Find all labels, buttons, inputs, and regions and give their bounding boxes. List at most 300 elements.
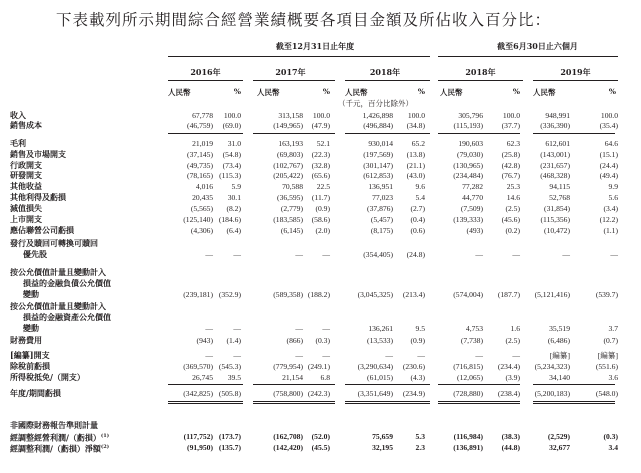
table-cell: (2.7) <box>410 204 425 213</box>
table-cell: (242.3) <box>307 389 330 398</box>
table-cell: (184.6) <box>218 215 241 224</box>
table-cell: (716,815) <box>453 362 483 371</box>
table-cell: (0.4) <box>410 215 425 224</box>
row-label <box>10 150 66 159</box>
subtotal-rule-3 <box>438 133 520 134</box>
row-label-cont-text: 優先股 <box>23 249 47 259</box>
row-label-text: 行政開支 <box>10 160 42 170</box>
table-cell: (8.2) <box>226 204 241 213</box>
table-cell: (4.3) <box>410 373 425 382</box>
unit-note: （千元，百分比除外） <box>338 99 413 108</box>
table-cell: (162,708) <box>273 432 303 441</box>
row-label <box>10 161 42 170</box>
table-cell: (5,234,323) <box>534 362 570 371</box>
table-cell: (47.9) <box>311 121 330 130</box>
table-cell: (32.8) <box>311 161 330 170</box>
table-cell: (69.0) <box>222 121 241 130</box>
table-cell: — <box>295 250 303 259</box>
table-cell: — <box>322 324 330 333</box>
table-cell: (12.2) <box>599 215 618 224</box>
table-cell: (130,965) <box>453 161 483 170</box>
table-cell: (0.2) <box>505 226 520 235</box>
table-cell: (0.9) <box>315 204 330 213</box>
table-cell: (2,529) <box>547 432 570 441</box>
table-cell: (249.1) <box>307 362 330 371</box>
row-label <box>10 362 50 371</box>
adjusted-operating-label <box>10 432 109 443</box>
subtotal-rule-3 <box>438 384 520 385</box>
table-cell: (142,420) <box>273 443 303 452</box>
unit-pct-h1-2019: % <box>608 87 616 96</box>
table-cell: (10,472) <box>544 226 570 235</box>
table-cell: (37,876) <box>367 204 393 213</box>
table-cell: 62.3 <box>506 139 520 148</box>
table-cell: (2.5) <box>505 336 520 345</box>
table-cell: (0.9) <box>410 336 425 345</box>
row-label <box>10 351 50 360</box>
row-label-text: 按公允價值計量且變動計入 <box>10 301 106 311</box>
table-cell: 3.4 <box>608 443 618 452</box>
table-cell: (49,735) <box>187 161 213 170</box>
table-cell: (139,333) <box>453 215 483 224</box>
table-cell: 3.6 <box>608 373 618 382</box>
row-label-text: 應佔聯營公司虧損 <box>10 225 74 235</box>
table-cell: (4,306) <box>190 226 213 235</box>
table-cell: (15.1) <box>599 150 618 159</box>
table-cell: (44.8) <box>501 443 520 452</box>
table-cell: 5.3 <box>415 432 425 441</box>
table-cell: (1.4) <box>226 336 241 345</box>
table-cell: (115.3) <box>219 171 241 180</box>
table-cell: (5,565) <box>190 204 213 213</box>
table-cell: (230.6) <box>402 362 425 371</box>
table-cell: (612,853) <box>363 171 393 180</box>
table-cell: (13.8) <box>406 150 425 159</box>
table-cell: (589,358) <box>273 290 303 299</box>
table-cell: 9.6 <box>415 182 425 191</box>
table-cell: (125,140) <box>183 215 213 224</box>
table-cell: (43.0) <box>406 171 425 180</box>
table-cell: (73.4) <box>222 161 241 170</box>
year-2018-header: 2018年 <box>369 67 401 77</box>
row-label-cont <box>10 250 47 259</box>
table-cell: — <box>610 250 618 259</box>
table-cell: (2.5) <box>505 204 520 213</box>
non-ifrs-heading-text: 非國際財務報告準則計量 <box>10 420 98 430</box>
adjusted-operating-label-footnote: (1) <box>100 433 110 439</box>
table-cell: 26,745 <box>192 373 213 382</box>
row-label-text: 上市開支 <box>10 214 42 224</box>
table-cell: — <box>233 324 241 333</box>
table-cell: (37,145) <box>187 150 213 159</box>
table-cell: — <box>233 250 241 259</box>
table-cell: 39.5 <box>227 373 241 382</box>
adjusted-operating-label-text: 經調整經營利潤/（虧損） <box>10 432 101 443</box>
row-label-text: 減值損失 <box>10 203 42 213</box>
table-cell: (31,854) <box>544 204 570 213</box>
table-cell: (234.9) <box>402 389 425 398</box>
unit-rmb-2016: 人民幣 <box>168 88 191 97</box>
table-cell: (13,533) <box>367 336 393 345</box>
subtotal-rule-1 <box>253 133 335 134</box>
table-cell: (551.6) <box>595 362 618 371</box>
h1-2019-header: 2019年 <box>560 67 591 77</box>
table-cell: 67,778 <box>192 111 213 120</box>
table-cell: (78,165) <box>187 171 213 180</box>
table-cell: (1.1) <box>603 226 618 235</box>
table-cell: (5,121,416) <box>534 290 570 299</box>
table-cell: (234.4) <box>497 362 520 371</box>
table-cell: 100.0 <box>223 111 241 120</box>
table-cell: — <box>562 250 570 259</box>
table-cell: (6.4) <box>226 226 241 235</box>
row-label <box>10 389 61 398</box>
unit-rmb-h1-2019: 人民幣 <box>533 88 556 97</box>
table-cell: 2.3 <box>415 443 425 452</box>
row-label <box>10 121 42 130</box>
table-cell: (0.3) <box>315 336 330 345</box>
table-cell: 32,677 <box>549 443 570 452</box>
table-cell: 1,426,898 <box>362 111 393 120</box>
table-cell: 136,261 <box>368 324 393 333</box>
table-cell: (173.7) <box>218 432 241 441</box>
row-label-cont <box>10 313 111 322</box>
subtotal-rule-4 <box>533 401 615 402</box>
table-cell: (143,001) <box>540 150 570 159</box>
subtotal-rule-0 <box>168 384 243 385</box>
table-cell: 163,193 <box>278 139 303 148</box>
row-label <box>10 336 42 345</box>
double-rule-4 <box>533 403 615 404</box>
table-cell: 930,014 <box>368 139 393 148</box>
table-cell: 3.7 <box>608 324 618 333</box>
adjusted-net-label <box>10 443 109 454</box>
table-cell: — <box>295 351 303 360</box>
table-cell: (234,484) <box>453 171 483 180</box>
table-cell: (58.6) <box>311 215 330 224</box>
row-label <box>10 226 74 235</box>
table-cell: (369,570) <box>183 362 213 371</box>
table-cell: — <box>205 250 213 259</box>
table-cell: — <box>205 351 213 360</box>
table-cell: 100.0 <box>312 111 330 120</box>
table-cell: 14.6 <box>506 193 520 202</box>
table-cell: (6,145) <box>280 226 303 235</box>
table-cell: 32,195 <box>372 443 393 452</box>
table-cell: (213.4) <box>402 290 425 299</box>
year-2017-rule <box>253 80 335 81</box>
row-label-cont-text: 損益的金融負債公允價值 <box>23 278 111 288</box>
row-label-text: 年度/期間虧損 <box>10 388 61 398</box>
table-cell: (574,004) <box>453 290 483 299</box>
table-cell: (3.9) <box>505 373 520 382</box>
intro-sentence: 下表載列所示期間綜合經營業績概要各項目金額及所佔收入百分比： <box>56 11 552 29</box>
table-cell: 313,158 <box>278 111 303 120</box>
table-cell: 5.6 <box>608 193 618 202</box>
table-cell: 1.6 <box>510 324 520 333</box>
table-cell: (493) <box>466 226 483 235</box>
table-cell: (545.3) <box>218 362 241 371</box>
fy-group-rule <box>168 56 430 57</box>
row-label <box>10 193 66 202</box>
table-cell: [編纂] <box>549 351 570 360</box>
table-cell: 20,435 <box>192 193 213 202</box>
subtotal-rule-2 <box>345 384 430 385</box>
table-cell: 52,768 <box>549 193 570 202</box>
row-label-cont <box>10 279 111 288</box>
row-label <box>10 204 42 213</box>
table-cell: (45.6) <box>501 215 520 224</box>
table-cell: (197,569) <box>363 150 393 159</box>
table-cell: (35.4) <box>599 121 618 130</box>
double-rule-3 <box>438 403 520 404</box>
table-cell: (24.4) <box>599 161 618 170</box>
table-cell: 100.0 <box>407 111 425 120</box>
table-cell: (21.1) <box>406 161 425 170</box>
table-cell: (5,200,183) <box>534 389 570 398</box>
table-cell: 44,770 <box>462 193 483 202</box>
table-cell: (49.4) <box>599 171 618 180</box>
row-label-text: 銷售成本 <box>10 120 42 130</box>
table-cell: (65.6) <box>311 171 330 180</box>
row-label <box>10 268 106 277</box>
table-cell: 9.5 <box>415 324 425 333</box>
table-cell: (5,457) <box>370 215 393 224</box>
subtotal-rule-0 <box>168 401 243 402</box>
table-cell: (205,422) <box>273 171 303 180</box>
unit-pct-2017: % <box>322 87 330 96</box>
table-cell: (91,950) <box>187 443 213 452</box>
row-label-text: 發行及贖回可轉換可贖回 <box>10 238 98 248</box>
table-cell: (36,595) <box>277 193 303 202</box>
table-cell: 77,023 <box>372 193 393 202</box>
table-cell: (116,984) <box>453 432 483 441</box>
table-cell: (69,803) <box>277 150 303 159</box>
subtotal-rule-3 <box>438 401 520 402</box>
table-cell: (3,045,325) <box>357 290 393 299</box>
table-cell: (301,147) <box>363 161 393 170</box>
year-2018-rule <box>345 80 430 81</box>
unit-pct-2018: % <box>417 87 425 96</box>
subtotal-rule-4 <box>533 133 615 134</box>
table-cell: — <box>512 250 520 259</box>
table-cell: 30.1 <box>227 193 241 202</box>
table-cell: (0.3) <box>603 432 618 441</box>
year-2016-header: 2016年 <box>190 67 221 77</box>
table-cell: (11.7) <box>311 193 330 202</box>
table-cell: (8,175) <box>370 226 393 235</box>
table-cell: — <box>475 351 483 360</box>
table-cell: (239,181) <box>183 290 213 299</box>
table-cell: (102,767) <box>273 161 303 170</box>
table-cell: — <box>322 351 330 360</box>
row-label-text: 按公允價值計量且變動計入 <box>10 267 106 277</box>
table-cell: (539.7) <box>595 290 618 299</box>
table-cell: (79,030) <box>457 150 483 159</box>
h1-2018-rule <box>438 80 523 81</box>
table-cell: 75,659 <box>372 432 393 441</box>
row-label-text: 其他利得及虧損 <box>10 192 66 202</box>
table-cell: (3,351,649) <box>357 389 393 398</box>
table-cell: (779,954) <box>273 362 303 371</box>
table-cell: [編纂] <box>597 351 618 360</box>
table-cell: 100.0 <box>600 111 618 120</box>
table-cell: (34.8) <box>406 121 425 130</box>
table-cell: 305,796 <box>458 111 483 120</box>
table-cell: (24.8) <box>406 250 425 259</box>
table-cell: (496,884) <box>363 121 393 130</box>
table-cell: (54.8) <box>222 150 241 159</box>
unit-pct-2016: % <box>233 87 241 96</box>
table-cell: 5.4 <box>415 193 425 202</box>
table-cell: (548.0) <box>595 389 618 398</box>
table-cell: 64.6 <box>604 139 618 148</box>
table-cell: — <box>512 351 520 360</box>
table-cell: (61,015) <box>367 373 393 382</box>
table-cell: 52.1 <box>316 139 330 148</box>
table-cell: (238.4) <box>497 389 520 398</box>
table-cell: 5.9 <box>231 182 241 191</box>
table-cell: (866) <box>286 336 303 345</box>
table-cell: 25.3 <box>506 182 520 191</box>
table-cell: 94,115 <box>549 182 570 191</box>
subtotal-rule-0 <box>168 133 243 134</box>
subtotal-rule-1 <box>253 401 335 402</box>
row-label-text: 研發開支 <box>10 170 42 180</box>
row-label-text: 銷售及市場開支 <box>10 149 66 159</box>
row-label <box>10 373 85 382</box>
table-cell: 6.8 <box>320 373 330 382</box>
table-cell: (115,356) <box>540 215 570 224</box>
table-cell: (354,405) <box>363 250 393 259</box>
table-cell: (46,759) <box>187 121 213 130</box>
double-rule-2 <box>345 403 430 404</box>
row-label-text: 其他收益 <box>10 181 42 191</box>
year-2017-header: 2017年 <box>275 67 306 77</box>
table-cell: (728,880) <box>453 389 483 398</box>
table-cell: (187.7) <box>497 290 520 299</box>
table-cell: 100.0 <box>502 111 520 120</box>
table-cell: (336,390) <box>540 121 570 130</box>
h1-2019-rule <box>533 80 618 81</box>
row-label-cont <box>10 324 39 333</box>
table-cell: (42.8) <box>501 161 520 170</box>
table-cell: (22.3) <box>311 150 330 159</box>
six-month-group-rule <box>438 56 618 57</box>
unit-rmb-h1-2018: 人民幣 <box>440 88 463 97</box>
adjusted-net-label-footnote: (2) <box>100 444 110 450</box>
row-label-text: 除稅前虧損 <box>10 361 50 371</box>
table-cell: 612,601 <box>545 139 570 148</box>
subtotal-rule-4 <box>533 384 615 385</box>
table-cell: (3,290,634) <box>357 362 393 371</box>
unit-rmb-2017: 人民幣 <box>257 88 280 97</box>
table-cell: 4,753 <box>465 324 483 333</box>
table-cell: (115,193) <box>453 121 483 130</box>
table-cell: (7,509) <box>460 204 483 213</box>
row-label-text: 財務費用 <box>10 335 42 345</box>
table-cell: (943) <box>196 336 213 345</box>
table-cell: — <box>205 324 213 333</box>
table-cell: 21,019 <box>192 139 213 148</box>
table-cell: 35,519 <box>549 324 570 333</box>
double-rule-0 <box>168 403 243 404</box>
subtotal-rule-2 <box>345 401 430 402</box>
table-cell: (149,965) <box>273 121 303 130</box>
table-cell: 65.2 <box>411 139 425 148</box>
table-cell: 22.5 <box>316 182 330 191</box>
table-cell: (45.5) <box>311 443 330 452</box>
row-label <box>10 111 26 120</box>
table-cell: (758,800) <box>273 389 303 398</box>
row-label <box>10 302 106 311</box>
table-cell: (183,585) <box>273 215 303 224</box>
table-cell: (2,779) <box>280 204 303 213</box>
table-cell: (7,738) <box>460 336 483 345</box>
subtotal-rule-2 <box>345 133 430 134</box>
fy-group-header: 截至12月31日止年度 <box>275 41 355 51</box>
double-rule-1 <box>253 403 335 404</box>
table-cell: (3.4) <box>603 204 618 213</box>
table-cell: — <box>295 324 303 333</box>
table-cell: 4,016 <box>195 182 213 191</box>
table-cell: (188.2) <box>307 290 330 299</box>
table-cell: 21,154 <box>282 373 303 382</box>
table-cell: — <box>322 250 330 259</box>
table-cell: (0.6) <box>410 226 425 235</box>
adjusted-net-label-text: 經調整利潤/（虧損）淨額 <box>10 443 101 454</box>
row-label-cont-text: 損益的金融資產公允價值 <box>23 312 111 322</box>
table-cell: — <box>417 351 425 360</box>
table-cell: (505.8) <box>218 389 241 398</box>
table-cell: 70,588 <box>282 182 303 191</box>
row-label <box>10 182 42 191</box>
table-cell: — <box>475 250 483 259</box>
table-cell: (2.0) <box>315 226 330 235</box>
table-cell: — <box>233 351 241 360</box>
table-cell: 31.0 <box>227 139 241 148</box>
h1-2018-header: 2018年 <box>465 67 496 77</box>
table-cell: (135.7) <box>218 443 241 452</box>
table-cell: 9.9 <box>608 182 618 191</box>
table-cell: (231,657) <box>540 161 570 170</box>
table-cell: (38.3) <box>501 432 520 441</box>
table-cell: (117,752) <box>183 432 213 441</box>
table-cell: (468,328) <box>540 171 570 180</box>
row-label-text: 所得稅抵免/（開支） <box>10 372 85 382</box>
unit-rmb-2018: 人民幣 <box>345 88 368 97</box>
table-cell: — <box>385 351 393 360</box>
row-label <box>10 171 42 180</box>
table-cell: (25.8) <box>501 150 520 159</box>
table-cell: 948,991 <box>545 111 570 120</box>
table-cell: (12,065) <box>457 373 483 382</box>
table-cell: (76.7) <box>501 171 520 180</box>
table-cell: 34,140 <box>549 373 570 382</box>
row-label-text: 收入 <box>10 110 26 120</box>
row-label-cont-text: 變動 <box>23 323 39 333</box>
table-cell: (352.9) <box>218 290 241 299</box>
row-label-text: 毛利 <box>10 138 26 148</box>
table-cell: (342,825) <box>183 389 213 398</box>
row-label-cont-text: 變動 <box>23 289 39 299</box>
non-ifrs-heading <box>10 421 98 430</box>
table-cell: 190,603 <box>458 139 483 148</box>
table-cell: (52.0) <box>311 432 330 441</box>
row-label <box>10 215 42 224</box>
table-cell: (6,486) <box>547 336 570 345</box>
row-label-cont <box>10 290 39 299</box>
